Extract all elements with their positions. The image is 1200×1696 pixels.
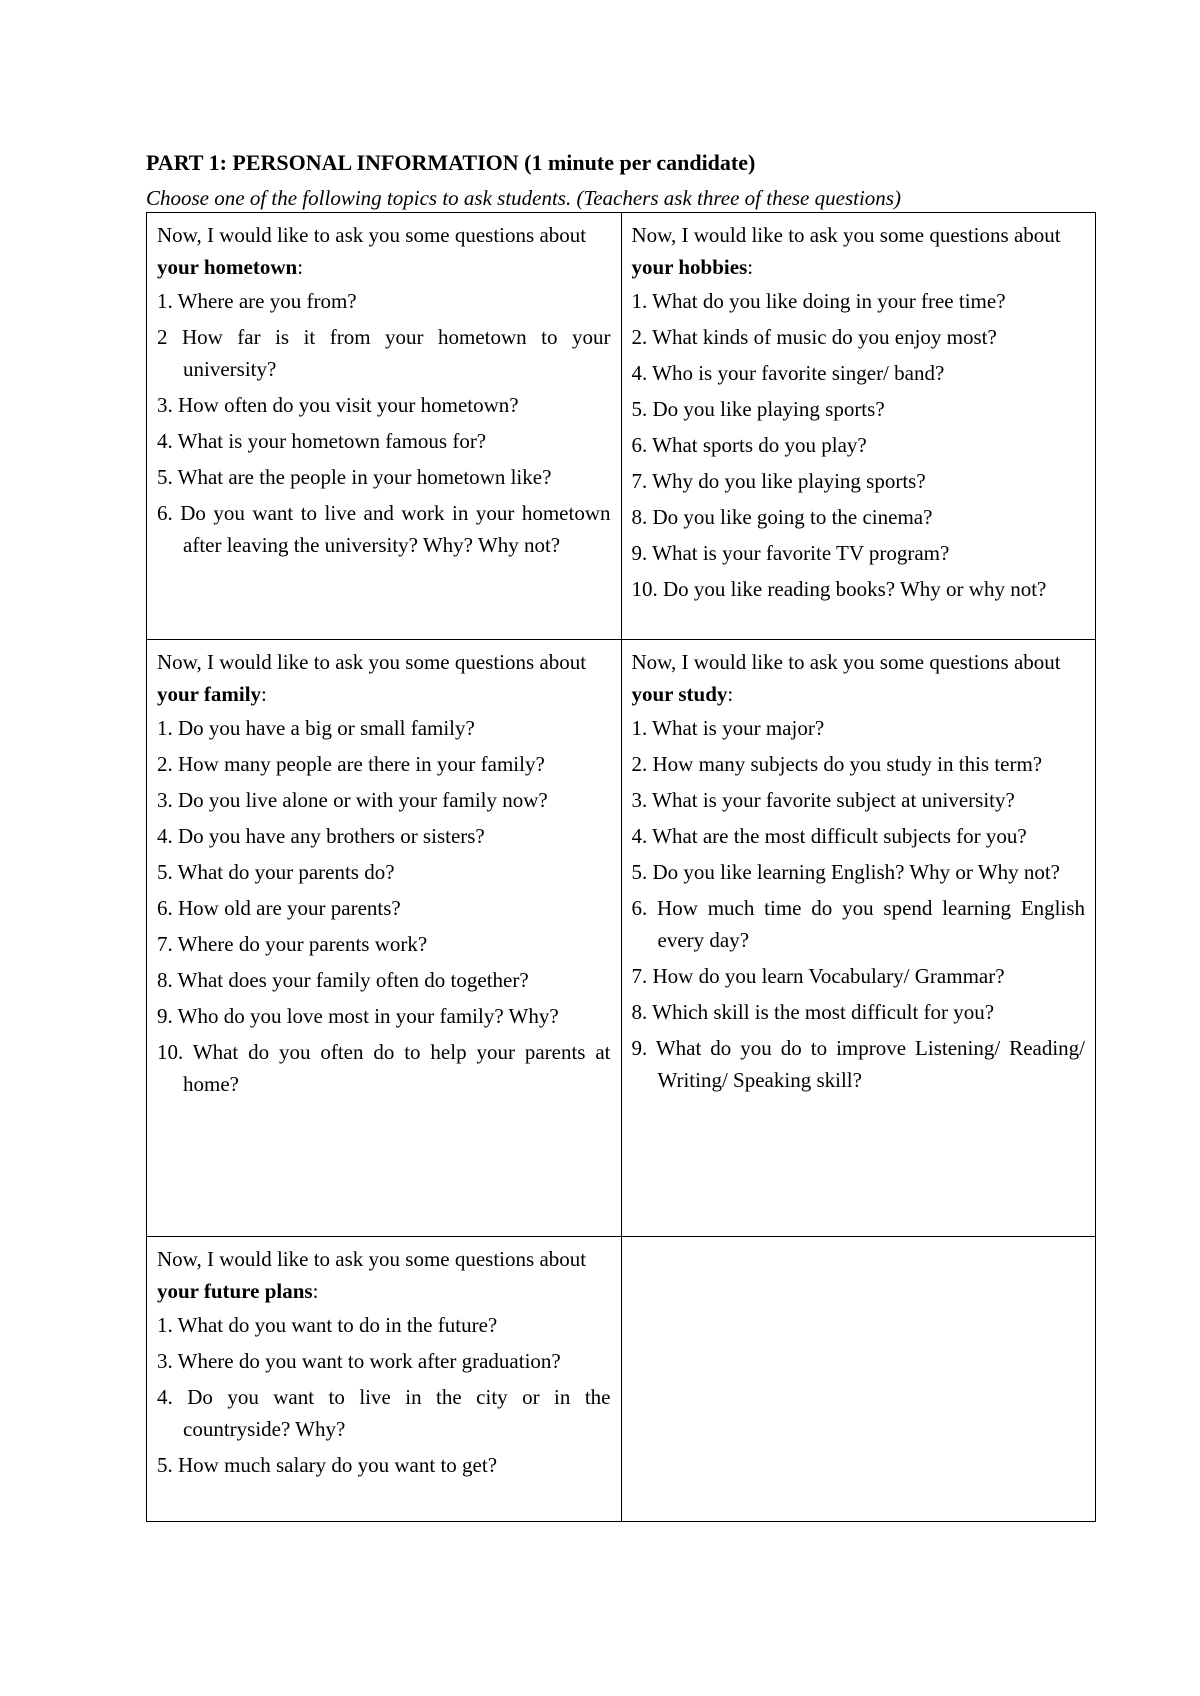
- question-item: 5. Do you like learning English? Why or Why not?: [631, 860, 1060, 884]
- question-item: 8. Which skill is the most difficult for you?: [631, 1000, 995, 1024]
- question-item: 8. What does your family often do together?: [157, 968, 529, 992]
- question-item: 2. What kinds of music do you enjoy most?: [631, 325, 997, 349]
- question-item: 5. Do you like playing sports?: [631, 397, 885, 421]
- question-item: 1. What do you want to do in the future?: [157, 1313, 498, 1337]
- question-item: 4. Who is your favorite singer/ band?: [631, 361, 945, 385]
- intro-colon: :: [312, 1279, 319, 1303]
- question-item: 1. What do you like doing in your free time?: [631, 289, 1006, 313]
- question-item: 5. What do your parents do?: [157, 860, 395, 884]
- question-item: 3. Do you live alone or with your family now?: [157, 788, 548, 812]
- question-list: [157, 1309, 611, 1481]
- topic-intro: [632, 219, 1086, 283]
- table-row: [147, 640, 1096, 1237]
- question-item: 4. Do you want to live in the city or in the countryside? Why?: [157, 1385, 611, 1441]
- intro-colon: :: [261, 682, 267, 706]
- question-item: 5. How much salary do you want to get?: [157, 1453, 498, 1477]
- question-item: 7. Why do you like playing sports?: [631, 469, 926, 493]
- question-item: 7. Where do your parents work?: [157, 932, 428, 956]
- question-item: 1. What is your major?: [631, 716, 825, 740]
- empty-cell: [621, 1237, 1096, 1522]
- instructions: Choose one of the following topics to ask students. (Teachers ask three of these questions): [146, 186, 901, 210]
- question-item: 3. What is your favorite subject at university?: [631, 788, 1015, 812]
- question-item: 6. How much time do you spend learning English every day?: [631, 896, 1085, 952]
- intro-prefix: Now, I would like to ask you some questions about: [157, 223, 587, 247]
- question-item: 9. What do you do to improve Listening/ Reading/ Writing/ Speaking skill?: [631, 1036, 1085, 1092]
- topic-name: your study: [631, 682, 728, 706]
- intro-prefix: Now, I would like to ask you some questions about: [631, 223, 1061, 247]
- question-item: 3. Where do you want to work after graduation?: [157, 1349, 561, 1373]
- question-item: 4. What are the most difficult subjects for you?: [631, 824, 1027, 848]
- topic-name: your family: [157, 682, 262, 706]
- topic-cell-hobbies: [621, 213, 1096, 640]
- question-item: 10. What do you often do to help your parents at home?: [157, 1040, 611, 1096]
- question-item: 2. How many subjects do you study in this term?: [631, 752, 1043, 776]
- question-item: 4. What is your hometown famous for?: [157, 429, 487, 453]
- intro-colon: :: [747, 255, 754, 279]
- question-item: 6. How old are your parents?: [157, 896, 401, 920]
- table-row: [147, 213, 1096, 640]
- part-heading: PART 1: PERSONAL INFORMATION (1 minute per candidate): [146, 150, 756, 175]
- question-list: [157, 285, 611, 561]
- topic-name: your future plans: [157, 1279, 313, 1303]
- intro-prefix: Now, I would like to ask you some questions about: [157, 650, 587, 674]
- question-item: 6. Do you want to live and work in your hometown after leaving the university? Why? Why not?: [157, 501, 611, 557]
- topic-name: your hometown: [157, 255, 298, 279]
- question-item: 9. Who do you love most in your family? Why?: [157, 1004, 559, 1028]
- question-item: 1. Do you have a big or small family?: [157, 716, 475, 740]
- question-item: 5. What are the people in your hometown like?: [157, 465, 552, 489]
- question-item: 2 How far is it from your hometown to your university?: [157, 325, 611, 381]
- question-item: 7. How do you learn Vocabulary/ Grammar?: [631, 964, 1005, 988]
- intro-colon: :: [297, 255, 304, 279]
- topic-cell-study: [621, 640, 1096, 1237]
- topics-table: [146, 212, 1096, 1522]
- topic-cell-future-plans: [147, 1237, 622, 1522]
- question-item: 1. Where are you from?: [157, 289, 357, 313]
- topic-intro: [157, 219, 611, 283]
- topic-intro: [157, 646, 611, 710]
- question-item: 4. Do you have any brothers or sisters?: [157, 824, 485, 848]
- question-list: [157, 712, 611, 1100]
- question-list: [632, 712, 1086, 1096]
- question-item: 3. How often do you visit your hometown?: [157, 393, 519, 417]
- question-item: 10. Do you like reading books? Why or why not?: [631, 577, 1047, 601]
- question-item: 6. What sports do you play?: [631, 433, 867, 457]
- topic-cell-family: [147, 640, 622, 1237]
- table-row: [147, 1237, 1096, 1522]
- question-item: 2. How many people are there in your family?: [157, 752, 545, 776]
- intro-colon: :: [727, 682, 734, 706]
- question-item: 9. What is your favorite TV program?: [631, 541, 950, 565]
- question-list: [632, 285, 1086, 605]
- intro-prefix: Now, I would like to ask you some questions about: [157, 1247, 587, 1271]
- question-item: 8. Do you like going to the cinema?: [631, 505, 933, 529]
- intro-prefix: Now, I would like to ask you some questions about: [631, 650, 1061, 674]
- topic-name: your hobbies: [631, 255, 748, 279]
- topic-intro: [157, 1243, 611, 1307]
- topic-cell-hometown: [147, 213, 622, 640]
- topic-intro: [632, 646, 1086, 710]
